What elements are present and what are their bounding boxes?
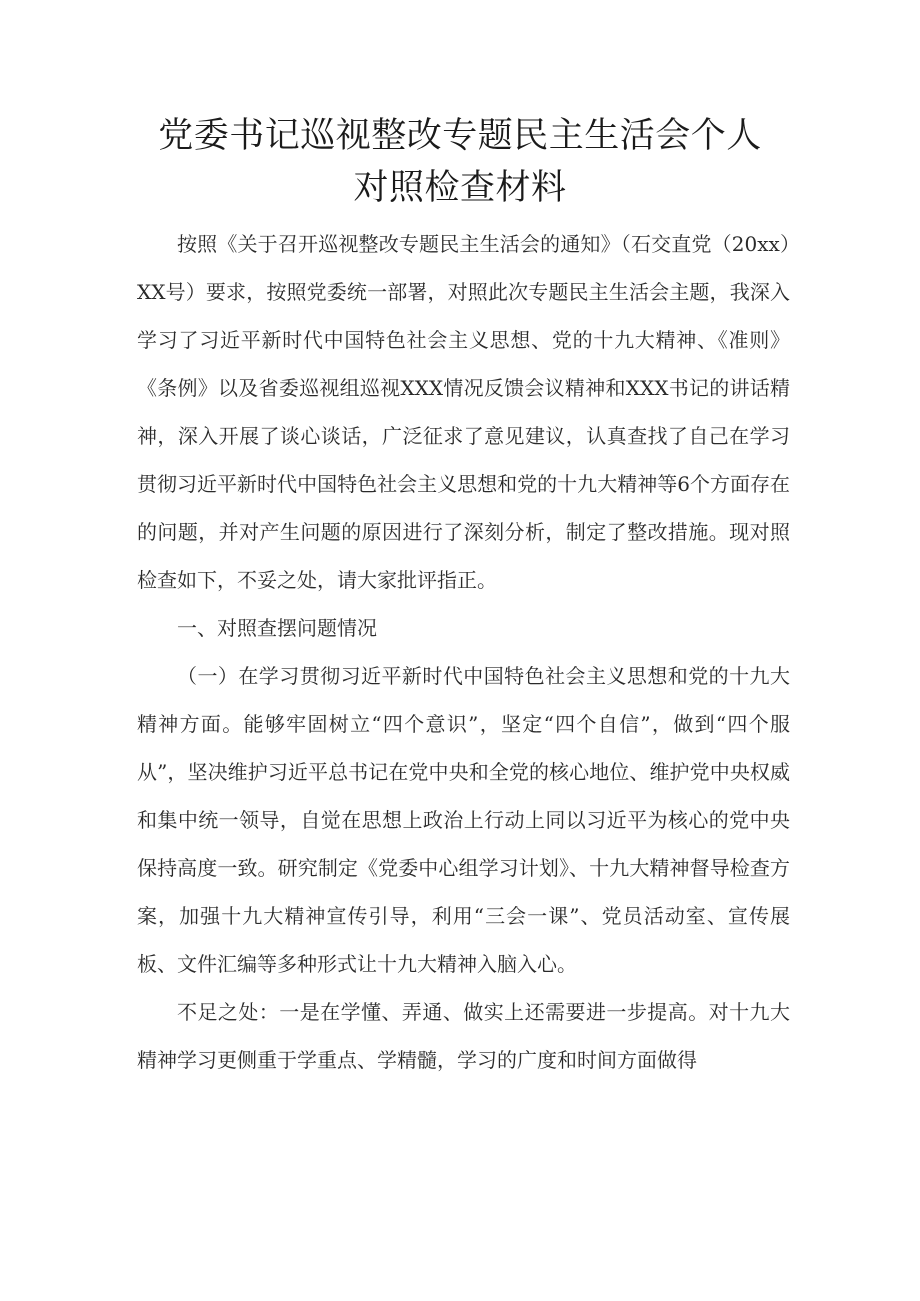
title-line-1: 党委书记巡视整改专题民主生活会个人 xyxy=(158,116,762,156)
document-body xyxy=(137,220,790,1084)
paragraph-intro: 按照《关于召开巡视整改专题民主生活会的通知》（石交直党（20xx）XX号）要求，按照党委统一部署，对照此次专题民主生活会主题，我深入学习了习近平新时代中国特色社会主义思想、党的十九大精神、《准则》《条例》以及省委巡视组巡视XXX情况反馈会议精神和XXX书记的讲话精神，深入开展了谈心谈话，广泛征求了意见建议，认真查找了自己在学习贯彻习近平新时代中国特色社会主义思想和党的十九大精神等6个方面存在的问题，并对产生问题的原因进行了深刻分析，制定了整改措施。现对照检查如下，不妥之处，请大家批评指正。 xyxy=(137,232,790,592)
paragraph-section-1: （一）在学习贯彻习近平新时代中国特色社会主义思想和党的十九大精神方面。能够牢固树立“四个意识”，坚定“四个自信”，做到“四个服从”，坚决维护习近平总书记在党中央和全党的核心地位、维护党中央权威和集中统一领导，自觉在思想上政治上行动上同以习近平为核心的党中央保持高度一致。研究制定《党委中心组学习计划》、十九大精神督导检查方案，加强十九大精神宣传引导，利用“三会一课”、党员活动室、宣传展板、文件汇编等多种形式让十九大精神入脑入心。 xyxy=(137,664,790,976)
document-title xyxy=(100,110,820,214)
section-heading: 一、对照查摆问题情况 xyxy=(177,616,377,640)
title-line-2: 对照检查材料 xyxy=(353,168,567,208)
paragraph-shortcomings: 不足之处：一是在学懂、弄通、做实上还需要进一步提高。对十九大精神学习更侧重于学重点、学精髓，学习的广度和时间方面做得 xyxy=(137,1000,790,1072)
